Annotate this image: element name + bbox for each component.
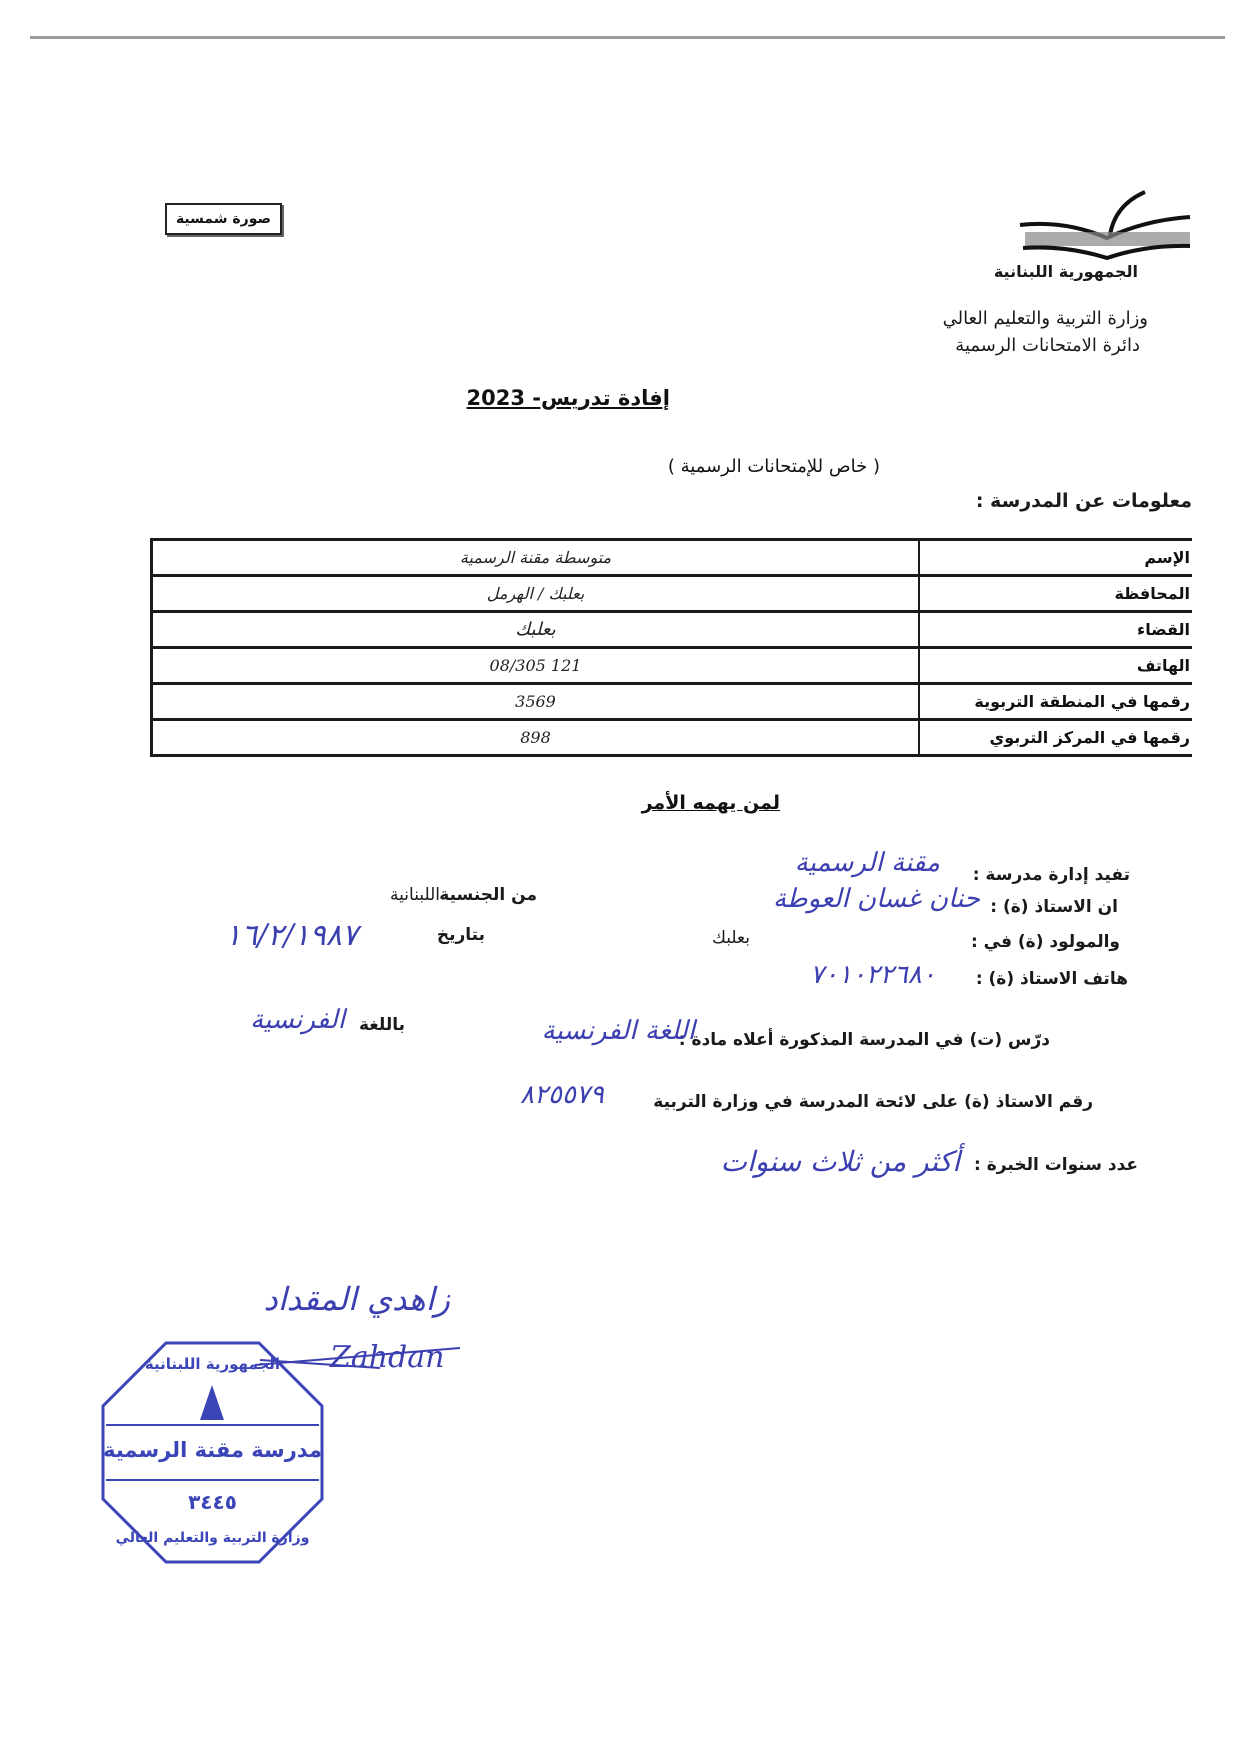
phone-label: هاتف الاستاذ (ة) : — [975, 969, 1128, 989]
school-info-heading: معلومات عن المدرسة : — [975, 490, 1192, 512]
signatory-name: زاهدي المقداد — [263, 1280, 450, 1318]
stamp-school-name: مدرسة مقنة الرسمية — [103, 1438, 322, 1462]
photo-box: صورة شمسية — [165, 203, 282, 235]
teacher-label: ان الاستاذ (ة) : — [990, 897, 1118, 917]
born-label: والمولود (ة) في : — [970, 932, 1120, 952]
language-label: باللغة — [359, 1015, 405, 1035]
experience-label: عدد سنوات الخبرة : — [974, 1155, 1138, 1175]
official-stamp — [100, 1340, 325, 1565]
department-name: دائرة الامتحانات الرسمية — [955, 335, 1140, 356]
language-value: الفرنسية — [250, 1005, 345, 1035]
subtitle: ( خاص للإمتحانات الرسمية ) — [667, 456, 880, 477]
date-value: ١٦/٢/١٩٨٧ — [225, 918, 359, 953]
open-book-logo-icon — [1015, 190, 1195, 265]
to-whom-heading: لمن يهمه الأمر — [641, 792, 780, 814]
stamp-number: ٣٤٤٥ — [188, 1490, 237, 1514]
table-row: 898 رقمها في المركز التربوي — [152, 720, 1193, 756]
scan-top-border — [30, 36, 1225, 39]
nationality-value: اللبنانية — [390, 885, 440, 905]
table-row: 08/305 121 الهاتف — [152, 648, 1193, 684]
phone-value: ٧٠١٠٢٢٦٨٠ — [810, 960, 936, 990]
cedar-tree-icon — [200, 1385, 224, 1420]
date-label: بتاريخ — [436, 925, 485, 945]
page-title: إفادة تدريس- 2023 — [466, 386, 670, 410]
table-row: متوسطة مقنة الرسمية الإسم — [152, 540, 1193, 576]
school-info-table — [150, 538, 1192, 757]
born-value: بعلبك — [711, 928, 750, 948]
teacher-number-value: ٨٢٥٥٧٩ — [520, 1080, 604, 1110]
republic-name: الجمهورية اللبنانية — [993, 262, 1138, 281]
subject-label: درّس (ت) في المدرسة المذكورة أعلاه مادة : — [678, 1030, 1050, 1050]
experience-value: أكثر من ثلاث سنوات — [720, 1145, 960, 1178]
ministry-name: وزارة التربية والتعليم العالي — [942, 308, 1148, 329]
stamp-bottom-text: وزارة التربية والتعليم العالي — [115, 1530, 310, 1546]
stamp-top-text: الجمهورية اللبنانية — [144, 1355, 281, 1373]
table-row: 3569 رقمها في المنطقة التربوية — [152, 684, 1193, 720]
signature: Zahdan — [330, 1340, 445, 1375]
nationality-label: من الجنسية — [439, 885, 537, 905]
school-value: مقنة الرسمية — [794, 848, 940, 878]
table-row: بعلبك القضاء — [152, 612, 1193, 648]
school-label: تفيد إدارة مدرسة : — [972, 865, 1130, 885]
teacher-value: حنان غسان العوطة — [772, 884, 980, 914]
teacher-number-label: رقم الاستاذ (ة) على لائحة المدرسة في وزارة التربية — [653, 1092, 1093, 1112]
subject-value: اللغة الفرنسية — [541, 1016, 695, 1046]
table-row: بعلبك / الهرمل المحافظة — [152, 576, 1193, 612]
